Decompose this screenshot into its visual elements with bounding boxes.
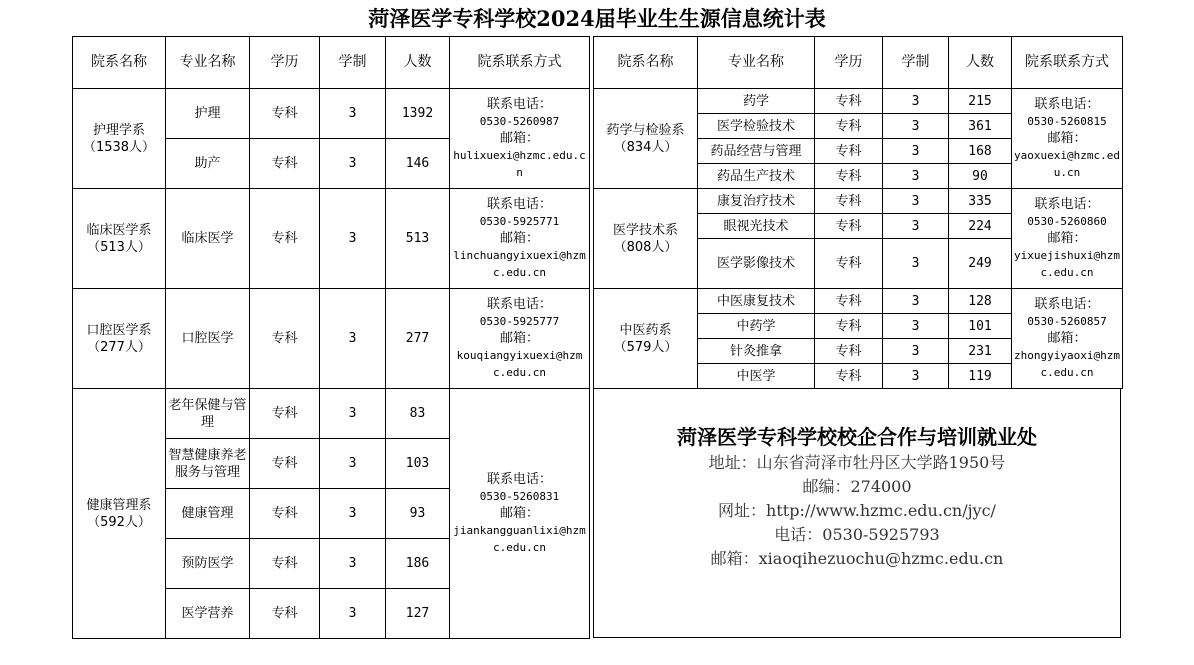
edu-cell: 专科 [250,489,320,539]
phone-number: 0530-5260987 [479,115,560,128]
phone-number: 0530-5925771 [479,215,560,228]
years-cell: 3 [883,314,949,339]
count-cell: 101 [949,314,1012,339]
count-cell: 93 [386,489,450,539]
email-address: yixuejishuxi@hzmc.edu.cn [1014,249,1120,279]
major-cell: 预防医学 [166,539,250,589]
edu-cell: 专科 [815,139,883,164]
years-cell: 3 [883,89,949,114]
major-cell: 医学影像技术 [698,239,815,289]
phone-label: 联系电话： [486,472,552,487]
department-count: （513人） [87,239,151,255]
table-row [73,189,590,289]
years-cell: 3 [883,214,949,239]
count-cell: 224 [949,214,1012,239]
phone-label: 联系电话： [486,97,552,112]
edu-cell: 专科 [815,239,883,289]
header-cell: 院系联系方式 [1012,37,1123,89]
years-cell: 3 [883,339,949,364]
years-cell: 3 [320,589,386,639]
edu-cell: 专科 [815,314,883,339]
phone-number: 0530-5260857 [1027,315,1107,328]
department-count: （592人） [87,514,151,530]
department-cell [73,89,166,189]
count-cell: 1392 [386,89,450,139]
header-cell: 专业名称 [698,37,815,89]
major-cell: 药品经营与管理 [698,139,815,164]
years-cell: 3 [883,114,949,139]
department-cell [594,289,698,389]
edu-cell: 专科 [815,339,883,364]
phone-label: 联系电话： [486,297,552,312]
table-row [73,89,590,139]
phone-number: 0530-5260831 [479,490,560,503]
count-cell: 335 [949,189,1012,214]
email-label: 邮箱： [1047,131,1087,146]
major-cell: 医学营养 [166,589,250,639]
department-name: 药学与检验系 [606,122,685,138]
edu-cell: 专科 [250,539,320,589]
major-cell: 中药学 [698,314,815,339]
count-cell: 119 [949,364,1012,389]
phone-label: 联系电话： [1034,97,1100,112]
header-cell: 学历 [815,37,883,89]
header-cell: 人数 [386,37,450,89]
page-title: 菏泽医学专科学校2024届毕业生生源信息统计表 [368,6,826,31]
count-cell: 146 [386,139,450,189]
email-label: 邮箱： [499,331,539,346]
years-cell: 3 [320,139,386,189]
count-cell: 231 [949,339,1012,364]
table-row [73,389,590,439]
major-cell: 老年保健与管理 [166,389,250,439]
office-postcode: 邮编：274000 [802,477,912,496]
department-name: 中医药系 [619,322,672,338]
email-address: zhongyiyaoxi@hzmc.edu.cn [1014,349,1120,379]
major-cell: 针灸推拿 [698,339,815,364]
email-address: linchuangyixuexi@hzmc.edu.cn [453,249,586,279]
edu-cell: 专科 [815,189,883,214]
contact-cell [1012,289,1123,389]
department-count: （579人） [613,339,678,355]
department-cell [73,289,166,389]
email-label: 邮箱： [499,506,539,521]
count-cell: 90 [949,164,1012,189]
table-row [594,289,1123,314]
header-cell: 院系名称 [594,37,698,89]
office-title: 菏泽医学专科学校校企合作与培训就业处 [677,425,1037,449]
office-address: 地址：山东省菏泽市牡丹区大学路1950号 [708,453,1006,472]
major-cell: 医学检验技术 [698,114,815,139]
department-name: 医学技术系 [612,222,678,238]
email-label: 邮箱： [499,231,539,246]
right-table [593,36,1123,389]
major-cell: 中医学 [698,364,815,389]
edu-cell: 专科 [815,364,883,389]
department-name: 口腔医学系 [86,322,152,338]
contact-cell [450,389,590,639]
contact-cell [1012,89,1123,189]
contact-cell [450,89,590,189]
header-row [594,37,1123,89]
department-count: （277人） [87,339,151,355]
email-address: hulixuexi@hzmc.edu.cn [453,149,586,179]
department-count: （808人） [613,239,678,255]
years-cell: 3 [320,539,386,589]
department-name: 护理学系 [92,122,145,138]
contact-cell [450,189,590,289]
edu-cell: 专科 [815,89,883,114]
edu-cell: 专科 [250,89,320,139]
edu-cell: 专科 [250,289,320,389]
count-cell: 168 [949,139,1012,164]
major-cell: 药学 [698,89,815,114]
email-label: 邮箱： [1047,331,1087,346]
years-cell: 3 [883,139,949,164]
major-cell: 助产 [166,139,250,189]
office-phone: 电话：0530-5925793 [774,525,940,544]
department-cell [73,189,166,289]
edu-cell: 专科 [815,164,883,189]
major-cell: 药品生产技术 [698,164,815,189]
major-cell: 眼视光技术 [698,214,815,239]
years-cell: 3 [320,189,386,289]
table-row [594,89,1123,114]
count-cell: 513 [386,189,450,289]
table-row [594,189,1123,214]
major-cell: 康复治疗技术 [698,189,815,214]
major-cell: 健康管理 [166,489,250,539]
phone-number: 0530-5260860 [1027,215,1107,228]
office-email: 邮箱：xiaoqihezuochu@hzmc.edu.cn [710,549,1004,568]
email-address: jiankangguanlixi@hzmc.edu.cn [453,524,586,554]
contact-info-box [593,388,1121,638]
major-cell: 护理 [166,89,250,139]
edu-cell: 专科 [250,139,320,189]
phone-number: 0530-5260815 [1027,115,1107,128]
header-cell: 专业名称 [166,37,250,89]
email-address: yaoxuexi@hzmc.edu.cn [1014,149,1120,179]
department-cell [594,89,698,189]
years-cell: 3 [883,289,949,314]
header-cell: 人数 [949,37,1012,89]
edu-cell: 专科 [815,289,883,314]
edu-cell: 专科 [815,114,883,139]
count-cell: 277 [386,289,450,389]
edu-cell: 专科 [250,389,320,439]
major-cell: 智慧健康养老服务与管理 [166,439,250,489]
years-cell: 3 [320,89,386,139]
left-table [72,36,590,639]
contact-cell [450,289,590,389]
email-label: 邮箱： [499,131,539,146]
header-row [73,37,590,89]
years-cell: 3 [883,189,949,214]
major-cell: 中医康复技术 [698,289,815,314]
count-cell: 103 [386,439,450,489]
header-cell: 学历 [250,37,320,89]
years-cell: 3 [320,389,386,439]
years-cell: 3 [883,164,949,189]
department-name: 健康管理系 [86,497,152,513]
count-cell: 361 [949,114,1012,139]
phone-number: 0530-5925777 [479,315,560,328]
count-cell: 215 [949,89,1012,114]
department-cell [73,389,166,639]
edu-cell: 专科 [250,439,320,489]
office-website: 网址：http://www.hzmc.edu.cn/jyc/ [718,501,996,520]
department-name: 临床医学系 [86,222,152,238]
header-cell: 院系名称 [73,37,166,89]
edu-cell: 专科 [250,589,320,639]
email-address: kouqiangyixuexi@hzmc.edu.cn [456,349,583,379]
header-cell: 院系联系方式 [450,37,590,89]
phone-label: 联系电话： [1034,197,1100,212]
years-cell: 3 [320,289,386,389]
count-cell: 249 [949,239,1012,289]
department-cell [594,189,698,289]
major-cell: 临床医学 [166,189,250,289]
phone-label: 联系电话： [1034,297,1100,312]
count-cell: 186 [386,539,450,589]
edu-cell: 专科 [250,189,320,289]
edu-cell: 专科 [815,214,883,239]
phone-label: 联系电话： [486,197,552,212]
years-cell: 3 [320,489,386,539]
email-label: 邮箱： [1047,231,1087,246]
major-cell: 口腔医学 [166,289,250,389]
contact-cell [1012,189,1123,289]
years-cell: 3 [883,239,949,289]
department-count: （1538人） [82,139,156,155]
years-cell: 3 [320,439,386,489]
department-count: （834人） [613,139,678,155]
count-cell: 83 [386,389,450,439]
table-row [73,289,590,389]
header-cell: 学制 [320,37,386,89]
count-cell: 127 [386,589,450,639]
count-cell: 128 [949,289,1012,314]
years-cell: 3 [883,364,949,389]
header-cell: 学制 [883,37,949,89]
